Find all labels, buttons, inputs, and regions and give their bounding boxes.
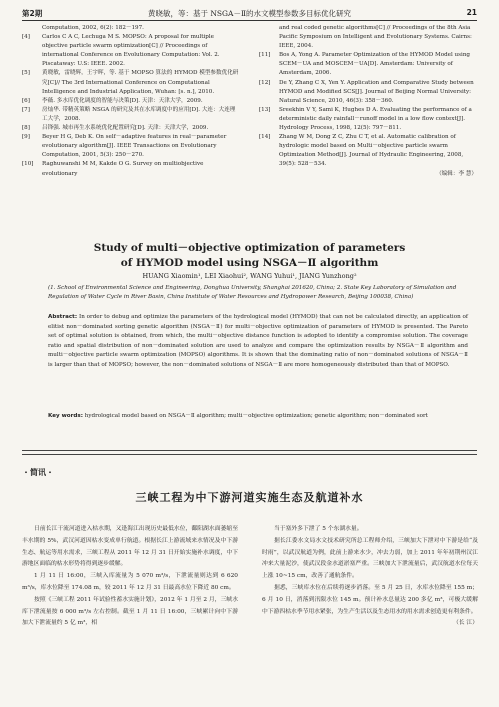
- running-title: 黄晓敏，等：基于 NSGA－Ⅱ的水文模型参数多目标优化研究: [147, 9, 352, 18]
- reference-text: Raghuwanshi M M, Kakde O G. Survey on multiobjective evolutionary: [42, 161, 204, 177]
- references-left-column: [22, 24, 240, 179]
- reference-number: [4]: [22, 34, 30, 41]
- paper-title-line2: of HYMOD model using NSGA－Ⅱ algorithm: [120, 257, 379, 269]
- reference-item: [22, 24, 240, 33]
- reference-number: [5]: [22, 70, 30, 77]
- reference-text: Sreekhin V Y, Sami K, Hughes D A. Evaluating the performance of a deterministic daily rainfall－runoff model in a low flow context[J]. Hydrology Process, 1998, 12(5): 797－811.: [279, 106, 472, 132]
- reference-text: Zhang W M, Dong Z C, Zhu C T, et al. Automatic calibration of hydrologic model based on Multi－objective particle swarm Optimization Method[J]. Journal of Hydraulic Engineering, 2008, 39(5): 528－534.: [279, 134, 464, 168]
- paper-title-line1: Study of multi－objective optimization of parameters: [93, 242, 406, 254]
- reference-item: [22, 106, 240, 124]
- reference-text: Bos A, Yong A. Parameter Optimization of the HYMOD Model using SCEM－UA and MOSCEM－UA[D]. Amsterdam: University of Amsterdam, 2006.: [279, 52, 471, 77]
- paper-abstract: [48, 313, 468, 371]
- news-paragraph: 1 月 11 日 16:00，三峡入库流量为 5 070 m³/s，下泄流量则达到 6 620 m³/s，库水位降至 174.08 m，较 2011 年 12 月 31 日最高水位下降近 80 cm。: [22, 573, 238, 591]
- reference-item: [259, 51, 477, 78]
- reference-item: [259, 24, 477, 51]
- news-paragraph: 按照《三峡工程 2011 年试验性蓄水实施计划》，2012 年 1 月至 2 月，三峡水库下泄流量按 6 000 m³/s 左右控制。截至 1 月 11 日 16:00，三峡累计向中下游加大下泄流量约 5 亿 m³，相: [22, 596, 238, 627]
- keywords-label: Key words:: [48, 413, 83, 419]
- reference-number: [11]: [259, 52, 271, 59]
- reference-text: De Y, Zhang C X, Yen Y. Application and Comparative Study between HYMOD and Modified SCS[J]. Journal of Beijing Normal University: Natural Science, 2010, 46(3): 358－360.: [279, 79, 474, 104]
- keywords-text: hydrological model based on NSGA－Ⅱ algorithm; multi－objective optimization; genetic algorithm; non－dominated sort: [84, 413, 428, 419]
- reference-item: [22, 69, 240, 96]
- reference-text: 黄晓敏，雷晓辉，王宇晖，等. 基于 MOPSO 算法的 HYMOD 模型参数优化研究[C]// The 3rd International Conference on Computational Intelligence and Industrial Application, Wuhan: [s. n.], 2010.: [42, 70, 239, 95]
- paper-affiliation: (1. School of Environmental Science and Engineering, Donghua University, Shanghai 201620, China; 2. State Key Laboratory of Simulation and Regulation of Water Cycle in River Basin, China Institute of Water Resources and Hydropower Research, Beijing 100038, China): [48, 285, 457, 300]
- news-paragraph: 据长江委水文局水文技术研究所总工程师介绍，三峡加大下泄对中下游是给“及时雨”，以武汉航道为例，此前上游来水少，冲去力弱，加上 2011 年年初荆州汉江冲来大量泥沙，使武汉段金水道淤塞严重。三峡加大下泄流量后，武汉航道水位每天上涨 10~15 cm，改善了通航条件。: [262, 537, 478, 580]
- news-title: 三峡工程为中下游河道实施生态及航道补水: [135, 491, 364, 504]
- news-paragraph: 当于塞外多下泄了 5 个东湖水量。: [274, 526, 363, 532]
- news-left-column: [22, 524, 238, 630]
- reference-item: [22, 124, 240, 133]
- reference-item: [22, 33, 240, 69]
- reference-text: 房灿华. 带精英策略 NSGA 的研究及其在水库调度中的应用[D]. 大连：大连理工大学，2008.: [42, 106, 236, 122]
- reference-number: [6]: [22, 97, 30, 104]
- paper-authors: HUANG Xiaomin¹, LEI Xiaohui², WANG Yuhui¹, JIANG Yunzhong²: [142, 272, 357, 280]
- reference-number: [7]: [22, 106, 30, 113]
- editor-note: （编辑：李 慧）: [436, 170, 477, 177]
- news-right-column: [262, 524, 478, 630]
- reference-text: 吕锋强. 城市再生水系统优化配置研究[D]. 天津：天津大学，2009.: [42, 125, 209, 132]
- reference-number: [10]: [22, 161, 34, 168]
- news-paragraph: 日前长江干流河道进入枯水期，又逢海江出现历史最低水位，鄱阳湖水面萎缩至丰水期的 5%，武汉河道因枯水变成单行航道。根据长江上游流域来水情况及中下游生态、航运等用水需求，三峡工程从 2011 年 12 月 31 日开始实施补水调度，中下游地区面临的枯水形势将得到逐步缓解。: [22, 526, 238, 568]
- reference-text: Beyer H G, Deb K. On self－adaptive features in real－parameter evolutionary algorithm[J]. IEEE Transactions on Evolutionary Computation, 2001, 5(3): 250－270.: [42, 134, 227, 159]
- reference-number: [13]: [259, 106, 271, 113]
- section-divider-bottom: [22, 454, 477, 455]
- news-source: （长 江）: [452, 620, 478, 627]
- reference-item: [22, 133, 240, 160]
- reference-text: and real coded genetic algorithms[C] // Proceedings of the 8th Asia Pacific Symposium on Intelligent and Evolutionary Systems. Cairns: IEEE, 2004.: [279, 25, 472, 50]
- reference-item: [259, 79, 477, 106]
- news-section-label: ・简讯・: [22, 468, 54, 477]
- abstract-text: In order to debug and optimize the parameters of the hydrological model (HYMOD) that can not be calculated directly, an application of elitist non－dominated sorting genetic algorithm (NSGA－Ⅱ) for multi－objective optimization of parameters of HYMOD is presented. The Pareto set of optimal solution is obtained, from which, the multi－objective distance function is adopted to identify a compromise solution. The coverage ratio and spatial distribution of non－dominated solution are used to analyze and compare the optimization results by NSGA－Ⅱ algorithm and multi－objective particle swarm optimization (MOPSO) algorithms. It is shown that the dominating ratio of non－dominated solutions of NSGA－Ⅱ is larger than that of MOPSO; however, the non－dominated solutions of NSGA－Ⅱ are more homogeneously distributed than that of MOPSO.: [48, 314, 468, 368]
- reference-text: 李薇. 多水库优化调度的智能与决策[D]. 天津：天津大学，2009.: [42, 97, 203, 104]
- paper-keywords: [48, 412, 468, 422]
- reference-text: Carlos C A C, Lechuga M S. MOPSO: A proposal for multiple objective particle swarm optimization[C] // Proceedings of international Conference on Evolutionary Computation: Vol. 2. Piscataway: U.S: IEEE. 2002.: [42, 34, 220, 68]
- reference-item: [259, 133, 477, 169]
- abstract-label: Abstract:: [48, 314, 78, 320]
- references-right-column: [259, 24, 477, 179]
- reference-item: [22, 97, 240, 106]
- section-divider-top: [22, 450, 477, 451]
- news-paragraph: 据悉，三峡库水位在后续将逐步消落。至 5 月 25 日，水库水位降至 155 m；6 月 10 日，消落到汛限水位 145 m。预计补水总量达 200 多亿 m³，可极大缓解中下游四枯水季节用水紧张，为生产生活以及生态用水的用水需求创造更有利条件。: [262, 584, 478, 615]
- reference-number: [8]: [22, 125, 30, 132]
- reference-item: [259, 106, 477, 133]
- reference-item: [22, 160, 240, 178]
- reference-text: Computation, 2002, 6(2): 182－197.: [42, 25, 144, 31]
- reference-number: [9]: [22, 134, 30, 141]
- issue-label: 第2期: [22, 9, 43, 18]
- reference-number: [12]: [259, 79, 271, 86]
- reference-number: [14]: [259, 134, 271, 141]
- page-header: [22, 8, 477, 21]
- page-number: 21: [466, 8, 477, 17]
